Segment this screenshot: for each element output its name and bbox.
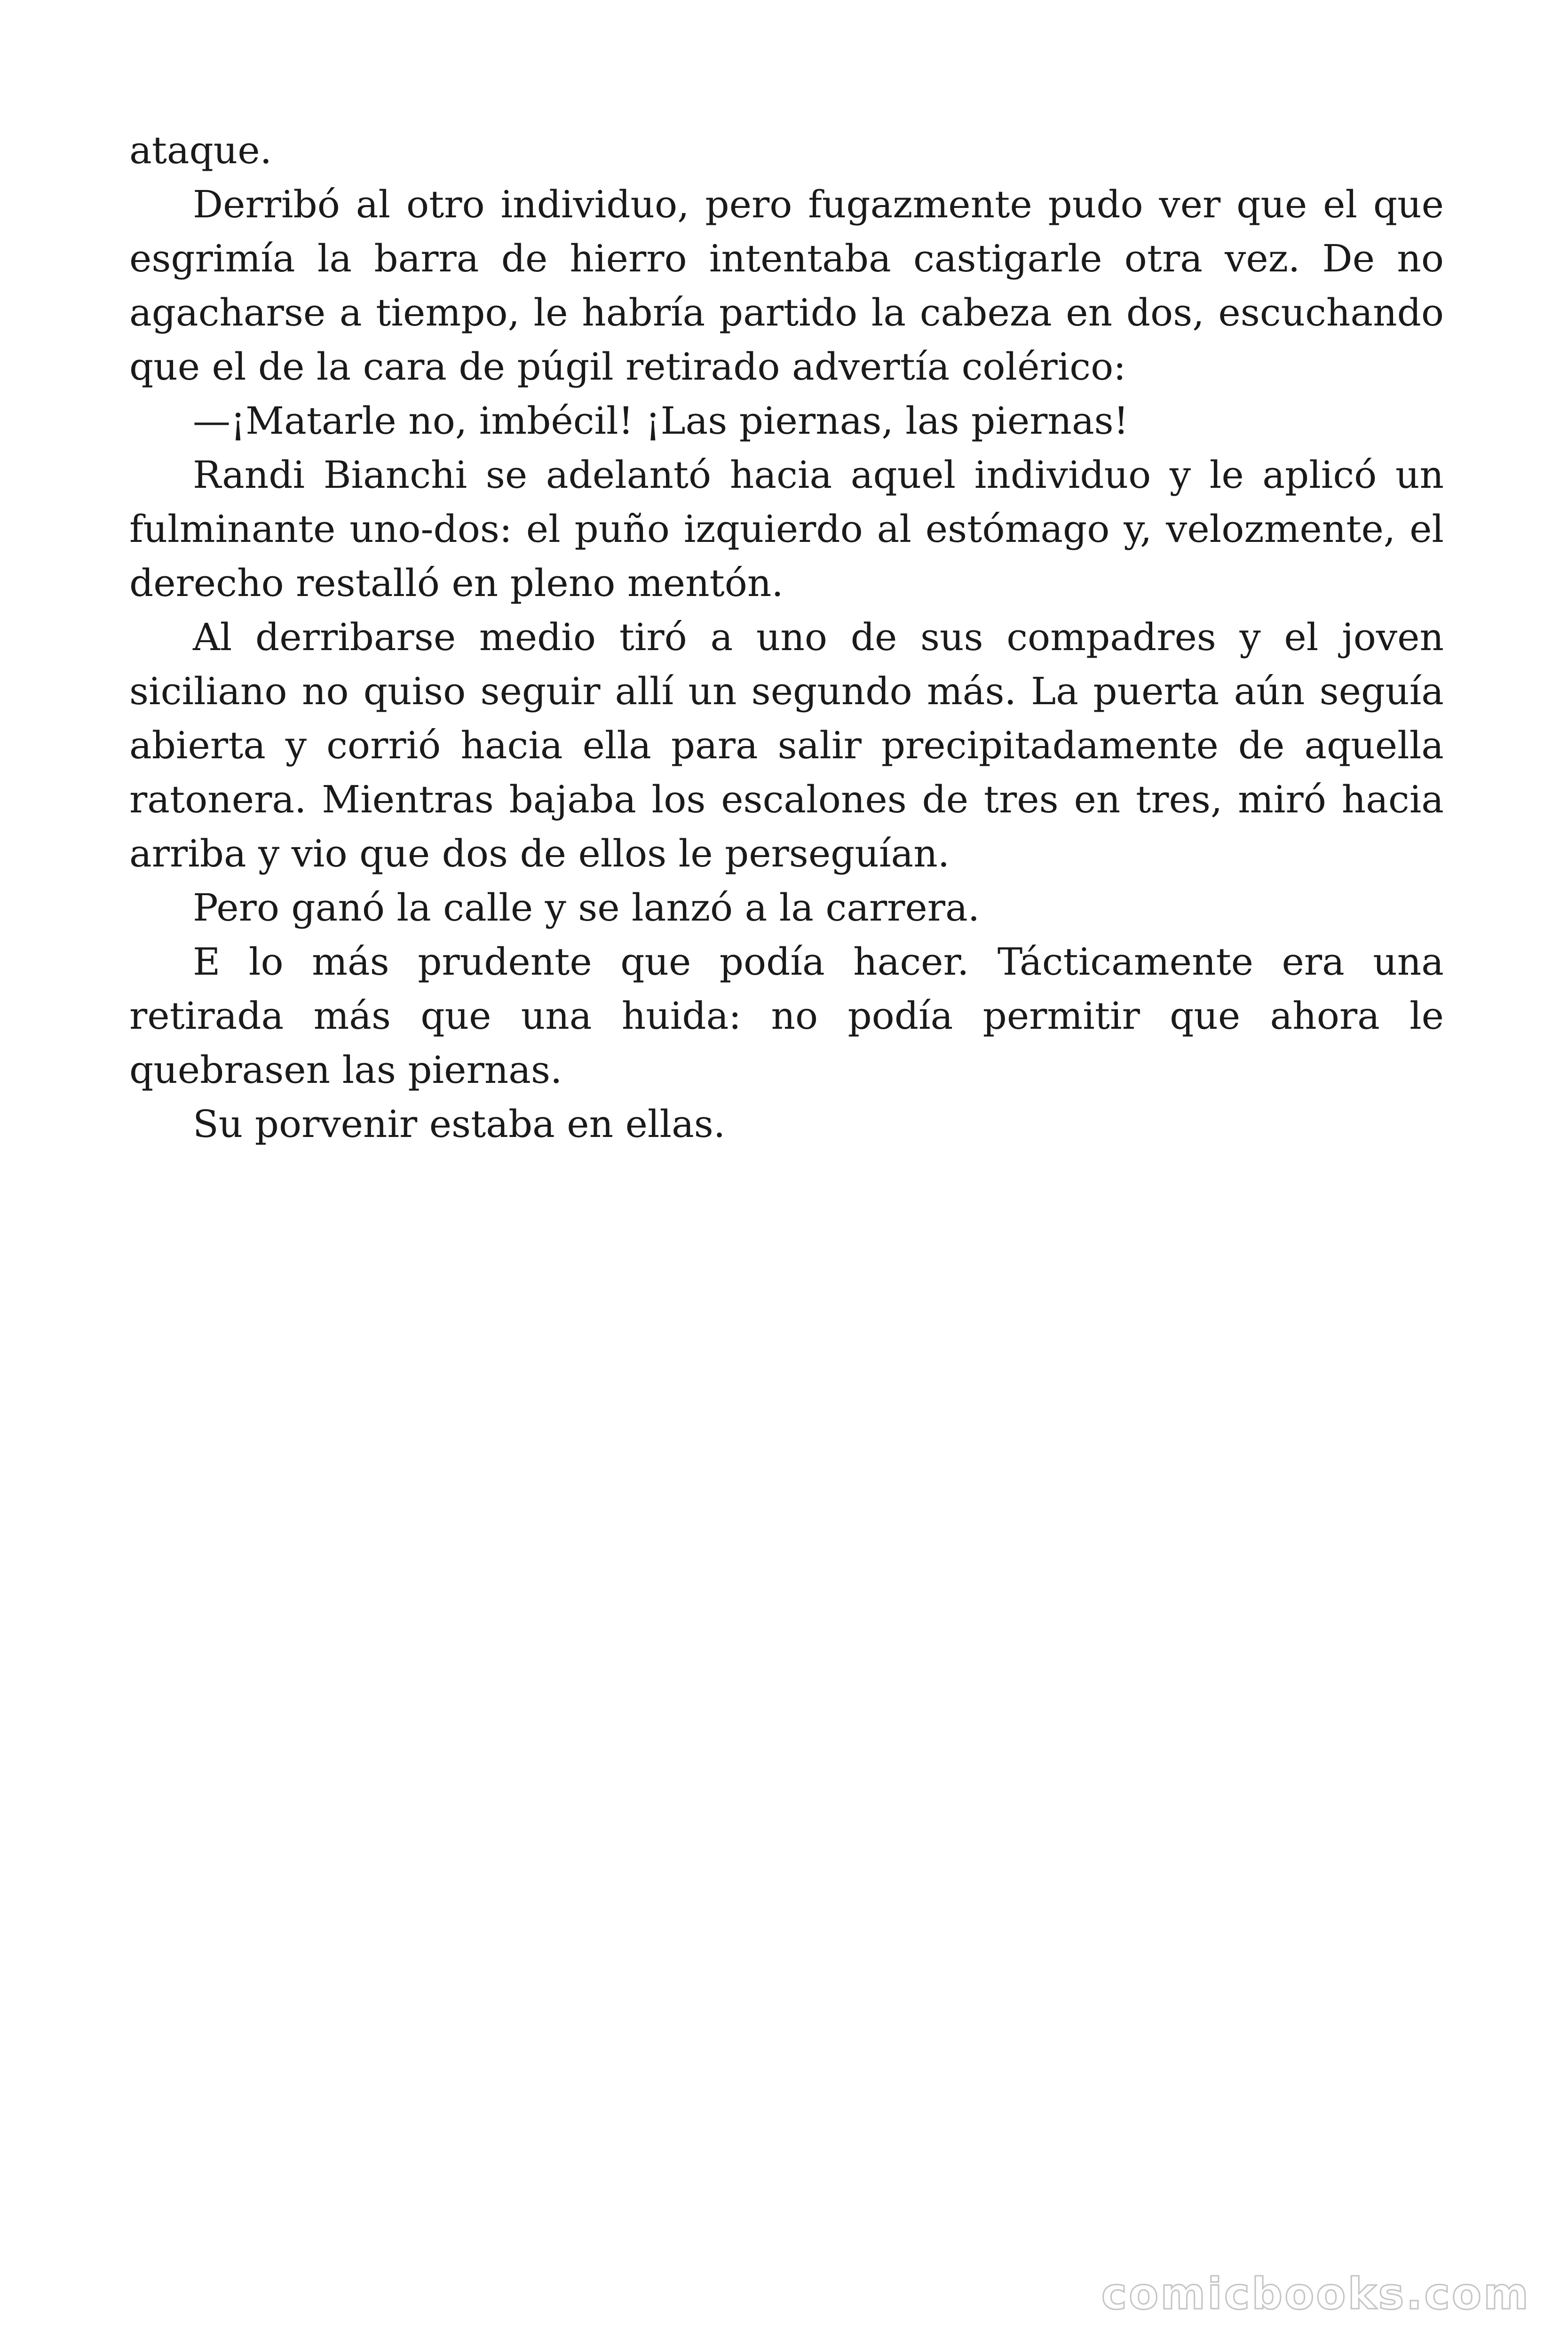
paragraph-1: ataque. bbox=[129, 128, 272, 172]
body-text bbox=[129, 123, 1444, 1151]
paragraph-2: Derribó al otro individuo, pero fugazmente pudo ver que el que esgrimía la barra de hierro intentaba castigarle otra vez. De no agacharse a tiempo, le habría partido la cabeza en dos, escuchando que el de la cara de púgil retirado advertía colérico: bbox=[129, 183, 1444, 389]
watermark: comicbooks.com bbox=[1101, 2269, 1530, 2319]
paragraph-5: Al derribarse medio tiró a uno de sus compadres y el joven siciliano no quiso seguir allí un segundo más. La puerta aún seguía abierta y corrió hacia ella para salir precipitadamente de aquella ratonera. Mientras bajaba los escalones de tres en tres, miró hacia arriba y vio que dos de ellos le perseguían. bbox=[129, 615, 1444, 875]
paragraph-4: Randi Bianchi se adelantó hacia aquel individuo y le aplicó un fulminante uno-dos: el puño izquierdo al estómago y, velozmente, el derecho restalló en pleno mentón. bbox=[129, 453, 1444, 605]
paragraph-7: E lo más prudente que podía hacer. Tácticamente era una retirada más que una huida: no podía permitir que ahora le quebrasen las piernas. bbox=[129, 940, 1444, 1092]
paragraph-6: Pero ganó la calle y se lanzó a la carrera. bbox=[193, 886, 980, 930]
paragraph-3: —¡Matarle no, imbécil! ¡Las piernas, las piernas! bbox=[193, 399, 1129, 443]
paragraph-8: Su porvenir estaba en ellas. bbox=[193, 1102, 726, 1146]
